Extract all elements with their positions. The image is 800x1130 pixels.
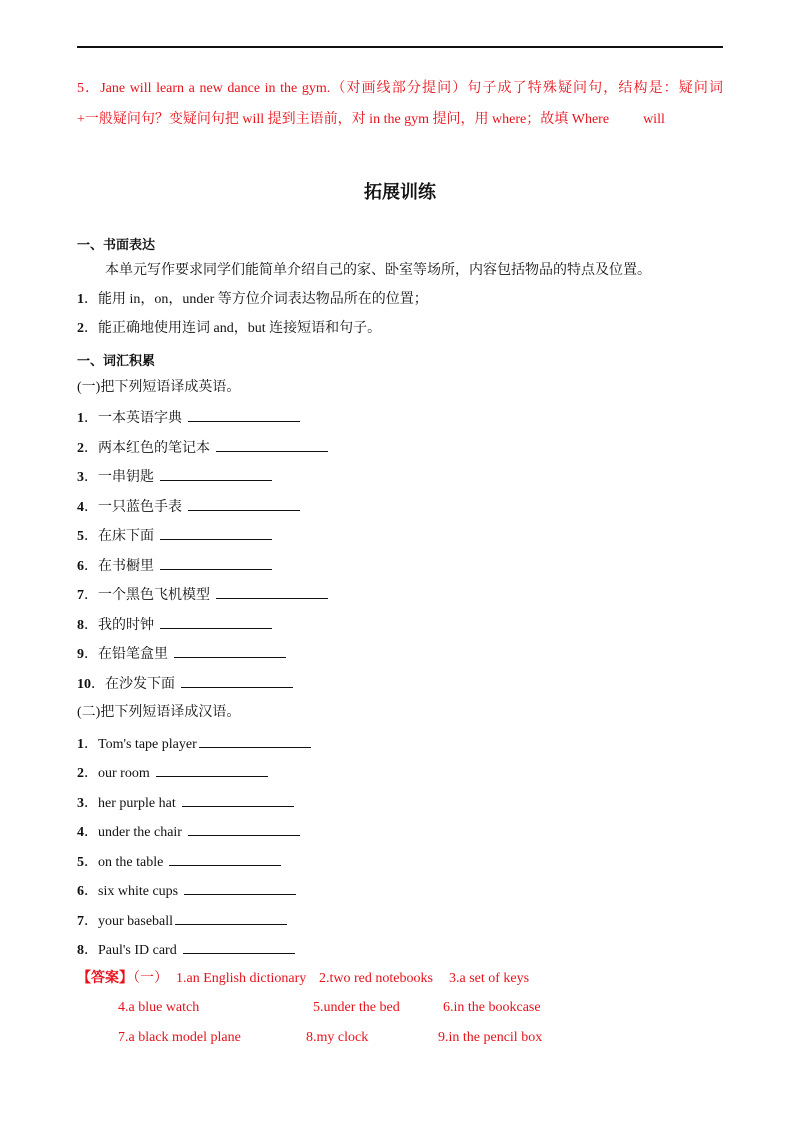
part1-title: (一)把下列短语译成英语。 (77, 380, 241, 395)
item-text: ．两本红色的笔记本 (84, 441, 210, 456)
item-text: ．your baseball (84, 914, 174, 929)
item-text: ．Tom's tape player (84, 737, 197, 752)
answer-blank[interactable] (188, 822, 300, 836)
item-number: 10 (77, 677, 91, 692)
list-item (77, 734, 311, 754)
answer-item: 4.a blue watch (118, 1000, 200, 1015)
answer-blank[interactable] (216, 585, 328, 599)
answer-blank[interactable] (182, 793, 294, 807)
point-number: 2 (77, 321, 84, 336)
list-item (77, 526, 272, 546)
answer-item: 5.under the bed (313, 1000, 400, 1015)
item-number: 1 (77, 737, 84, 752)
item-number: 4 (77, 500, 84, 515)
item-text: ．在铅笔盒里 (84, 647, 168, 662)
writing-intro: 本单元写作要求同学们能简单介绍自己的家、卧室等场所，内容包括物品的特点及位置。 (105, 263, 651, 278)
answer-blank[interactable] (188, 497, 300, 511)
item-text: ．her purple hat (84, 796, 176, 811)
answer-item: 6.in the bookcase (443, 1000, 541, 1015)
answer-item: 9.in the pencil box (438, 1030, 543, 1045)
list-item (77, 644, 286, 664)
answer-blank[interactable] (156, 763, 268, 777)
list-item (77, 822, 300, 842)
list-item (77, 881, 296, 901)
answer-blank[interactable] (169, 852, 281, 866)
list-item (77, 408, 300, 428)
item-number: 8 (77, 618, 84, 633)
item-number: 7 (77, 588, 84, 603)
answer-blank[interactable] (175, 911, 287, 925)
item-text: ．on the table (84, 855, 164, 870)
part2-title: (二)把下列短语译成汉语。 (77, 705, 241, 720)
answer-blank[interactable] (183, 940, 295, 954)
point-text: ．能用 in，on，under 等方位介词表达物品所在的位置； (84, 292, 428, 307)
list-item (77, 438, 328, 458)
answer-blank[interactable] (184, 881, 296, 895)
item-number: 7 (77, 914, 84, 929)
page-title: 拓展训练 (364, 182, 436, 203)
writing-point-1 (77, 291, 428, 309)
answer-blank[interactable] (160, 467, 272, 481)
list-item (77, 674, 293, 694)
answer-blank[interactable] (160, 615, 272, 629)
item-text: ．under the chair (84, 825, 182, 840)
header-rule (77, 46, 723, 48)
item-number: 6 (77, 559, 84, 574)
item-number: 3 (77, 796, 84, 811)
answer-item: 1.an English dictionary (176, 971, 307, 986)
item-text: ．在沙发下面 (91, 677, 175, 692)
item-number: 1 (77, 411, 84, 426)
item-text: ．一个黑色飞机模型 (84, 588, 210, 603)
item-text: ．our room (84, 766, 150, 781)
section-heading-vocabulary: 一、词汇积累 (77, 354, 156, 369)
item-number: 2 (77, 441, 84, 456)
answer-item: 8.my clock (306, 1030, 369, 1045)
answer-item: 3.a set of keys (449, 971, 530, 986)
item-text: ．一串钥匙 (84, 470, 154, 485)
point-text: ．能正确地使用连词 and，but 连接短语和句子。 (84, 321, 382, 336)
answer-blank[interactable] (181, 674, 293, 688)
list-item (77, 585, 328, 605)
previous-answer-line-2-end: will (643, 112, 665, 127)
answer-part-label: （一） (133, 971, 168, 986)
answer-item: 7.a black model plane (118, 1030, 241, 1045)
list-item (77, 763, 268, 783)
previous-answer-line-2-text: +一般疑问句？变疑问句把 will 提到主语前，对 in the gym 提问，用 where；故填 Where (77, 112, 610, 127)
list-item (77, 467, 272, 487)
answer-blank[interactable] (216, 438, 328, 452)
item-text: ．一只蓝色手表 (84, 500, 182, 515)
section-heading-writing: 一、书面表达 (77, 238, 156, 253)
list-item (77, 497, 300, 517)
writing-point-2 (77, 320, 381, 338)
item-number: 9 (77, 647, 84, 662)
item-text: ．在床下面 (84, 529, 154, 544)
list-item (77, 556, 272, 576)
answer-blank[interactable] (199, 734, 311, 748)
item-number: 8 (77, 943, 84, 958)
answer-label: 【答案】 (77, 971, 133, 986)
item-number: 2 (77, 766, 84, 781)
answer-blank[interactable] (174, 644, 286, 658)
answer-item: 2.two red notebooks (319, 971, 433, 986)
list-item (77, 793, 294, 813)
item-number: 4 (77, 825, 84, 840)
item-text: ．一本英语字典 (84, 411, 182, 426)
list-item (77, 940, 295, 960)
item-number: 6 (77, 884, 84, 899)
previous-answer-line-2 (77, 111, 723, 129)
item-text: ．Paul's ID card (84, 943, 177, 958)
item-text: ．six white cups (84, 884, 179, 899)
answer-blank[interactable] (160, 526, 272, 540)
point-number: 1 (77, 292, 84, 307)
answer-row-1 (77, 970, 168, 988)
list-item (77, 852, 281, 872)
previous-answer-line-1: 5．Jane will learn a new dance in the gym.（对画线部分提问）句子成了特殊疑问句，结构是：疑问词 (77, 81, 723, 96)
list-item (77, 911, 287, 931)
list-item (77, 615, 272, 635)
item-number: 5 (77, 529, 84, 544)
item-text: ．在书橱里 (84, 559, 154, 574)
answer-blank[interactable] (160, 556, 272, 570)
item-number: 3 (77, 470, 84, 485)
item-number: 5 (77, 855, 84, 870)
answer-blank[interactable] (188, 408, 300, 422)
item-text: ．我的时钟 (84, 618, 154, 633)
